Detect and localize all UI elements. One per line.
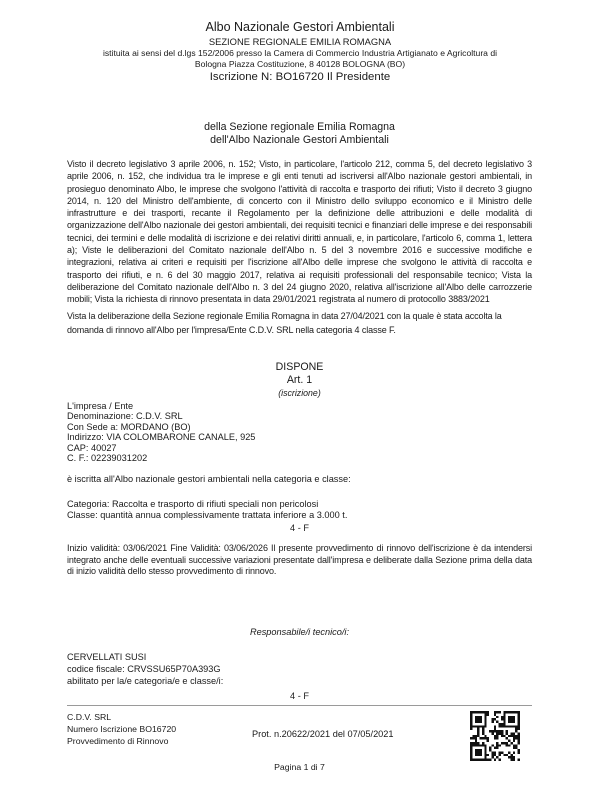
company-denominazione: Denominazione: C.D.V. SRL (67, 411, 183, 422)
footer-provvedimento: Provvedimento di Rinnovo (67, 735, 169, 746)
responsabile-codice-fiscale: codice fiscale: CRVSSU65P70A393G (67, 664, 221, 674)
qr-code-icon (470, 711, 520, 761)
category-line: Categoria: Raccolta e trasporto di rifiuti speciali non pericolosi (67, 499, 319, 509)
preamble-paragraph-3: domanda di rinnovo all'Albo per l'impresa/Ente C.D.V. SRL nella categoria 4 classe F. (67, 324, 396, 335)
footer-company: C.D.V. SRL (67, 712, 112, 722)
subheader-line-2: dell'Albo Nazionale Gestori Ambientali (210, 134, 389, 146)
header (0, 20, 600, 84)
responsabile-block (67, 651, 532, 702)
responsabile-abilitazione: abilitato per la/e categoria/e e classe/i: (67, 676, 224, 686)
registration-intro: è iscritta all'Albo nazionale gestori ambientali nella categoria e classe: (67, 474, 351, 484)
company-cap: CAP: 40027 (67, 442, 117, 453)
preamble-paragraph-1: Visto il decreto legislativo 3 aprile 2006, n. 152; Visto, in particolare, l'articolo 212, comma 5, del decreto legislativo 3 aprile 2006, n. 152, che individua tra le imprese e gli enti tenuti ad iscriversi all'Albo nazionale gestori ambientali, in prosieguo denominato Albo, le imprese che svolgono l'attività di raccolta e trasporto dei rifiuti; Visto il decreto 3 giugno 2014, n. 120 del Ministro dell'ambiente, di concerto con il Ministro dello sviluppo economico e il Ministro delle infrastrutture e dei trasporti, recante il Regolamento per la definizione delle attribuzioni e delle modalità di organizzazione dell'Albo nazionale dei gestori ambientali, dei requisiti tecnici e finanziari delle imprese e dei responsabili tecnici, dei termini e delle modalità di iscrizione e dei relativi diritti annuali, e, in particolare, l'articolo 6, comma 1, lettera a); Viste le deliberazioni del Comitato nazionale dell'Albo n. 5 del 3 novembre 2016 e successive modifiche e integrazioni, relativa ai criteri e requisiti per l'iscrizione all'Albo delle imprese che svolgono le attività di raccolta e trasporto dei rifiuti, e n. 6 del 30 maggio 2017, relativa ai requisiti professionali del responsabile tecnico; Vista la deliberazione del Comitato nazionale dell'Albo n. 3 del 24 giugno 2020, relativa all'iscrizione all'Albo delle carrozzerie mobili; Vista la richiesta di rinnovo presentata in data 29/01/2021 registrata al numero di protocollo 3883/2021 (67, 159, 532, 305)
company-indirizzo: Indirizzo: VIA COLOMBARONE CANALE, 925 (67, 432, 256, 443)
regional-section-name: SEZIONE REGIONALE EMILIA ROMAGNA (208, 36, 392, 47)
footer-numero-iscrizione: Numero Iscrizione BO16720 (67, 723, 177, 734)
registration-number-line: Iscrizione N: BO16720 Il Presidente (209, 71, 391, 84)
responsabile-code: 4 - F (290, 691, 309, 701)
validity-paragraph: Inizio validità: 03/06/2021 Fine Validità: 03/06/2026 Il presente provvedimento di rinnovo dell'iscrizione è da intendersi integrato anche delle eventuali successive variazioni presentate dall'impresa e deliberate dalla Sezione prima della data di inizio validità dello stesso provvedimento di rinnovo. (67, 543, 532, 576)
company-intro: L'impresa / Ente (67, 401, 134, 411)
responsabile-heading: Responsabile/i tecnico/i: (249, 627, 350, 637)
footer-divider (67, 705, 532, 706)
subheader-line-1: della Sezione regionale Emilia Romagna (204, 121, 395, 133)
category-class-block (67, 499, 532, 534)
company-sede: Con Sede a: MORDANO (BO) (67, 421, 191, 432)
subheader (67, 121, 532, 147)
footer-protocollo: Prot. n.20622/2021 del 07/05/2021 (252, 729, 394, 739)
dispone-title: DISPONE (275, 361, 324, 373)
preamble-paragraph-2: Vista la deliberazione della Sezione regionale Emilia Romagna in data 27/04/2021 con la quale è stata accolta la (67, 310, 502, 321)
preamble (67, 158, 532, 336)
page-number: Pagina 1 di 7 (274, 762, 325, 772)
company-details (67, 401, 532, 464)
article-subtitle: (iscrizione) (278, 388, 321, 398)
responsabile-name: CERVELLATI SUSI (67, 652, 147, 662)
article-title: Art. 1 (286, 374, 313, 386)
dispone-section (67, 361, 532, 400)
company-codice-fiscale: C. F.: 02239031202 (67, 453, 148, 464)
document-title: Albo Nazionale Gestori Ambientali (205, 20, 395, 34)
category-class-code: 4 - F (290, 522, 309, 533)
institution-line-2: Bologna Piazza Costituzione, 8 40128 BOLOGNA (BO) (194, 58, 406, 69)
institution-line-1: istituita ai sensi del d.lgs 152/2006 presso la Camera di Commercio Industria Artigianato e Agricoltura di (102, 48, 498, 58)
class-line: Classe: quantità annua complessivamente trattata inferiore a 3.000 t. (67, 510, 348, 521)
